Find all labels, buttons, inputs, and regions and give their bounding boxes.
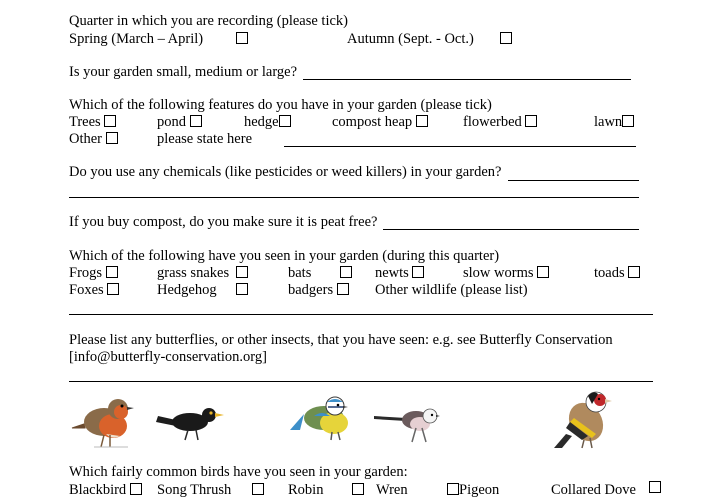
wildlife-slow-worms-checkbox[interactable] [537,266,549,278]
features-question: Which of the following features do you have in your garden (please tick) [69,97,492,113]
wildlife-frogs-label: Frogs [69,265,103,281]
feature-pond-label: pond [157,114,186,130]
bird-blackbird-checkbox[interactable] [130,483,142,495]
feature-trees [69,114,116,131]
bird-pigeon-label: Pigeon [459,482,500,498]
wildlife-toads-checkbox[interactable] [628,266,640,278]
wildlife-grass-snakes-label: grass snakes [157,265,230,281]
quarter-spring-checkbox[interactable] [236,31,248,48]
feature-hedge-checkbox[interactable] [279,115,291,127]
chemicals-question: Do you use any chemicals (like pesticides or weed killers) in your garden? [69,164,502,180]
long-tailed-tit-illustration [372,400,452,444]
chemicals-answer-line-1[interactable] [508,180,639,181]
quarter-autumn-checkbox[interactable] [500,31,512,48]
feature-compost-label: compost heap [332,114,413,130]
goldfinch-illustration [552,388,624,452]
wildlife-newts-checkbox[interactable] [412,266,424,278]
garden-size-question: Is your garden small, medium or large? [69,64,298,80]
wildlife-slow-worms-label: slow worms [463,265,534,281]
wildlife-badgers-checkbox[interactable] [337,283,349,295]
feature-compost-checkbox[interactable] [416,115,428,127]
wildlife-bats-label: bats [288,265,312,281]
feature-pond [157,114,202,131]
bird-blackbird [69,482,142,499]
feature-other-label: Other [69,131,103,147]
wildlife-foxes [69,282,119,299]
quarter-prompt: Quarter in which you are recording (please tick) [69,13,349,29]
bird-pigeon-checkbox[interactable] [447,483,459,495]
garden-size-answer-line[interactable] [303,79,631,80]
bird-robin-label: Robin [288,482,324,498]
feature-trees-label: Trees [69,114,101,130]
chemicals-answer-line-2[interactable] [69,197,639,198]
wildlife-foxes-checkbox[interactable] [107,283,119,295]
feature-flowerbed [463,114,537,131]
wildlife-grass-snakes-checkbox[interactable] [236,265,248,282]
bird-song-thrush-label: Song Thrush [157,482,232,498]
wildlife-toads-label: toads [594,265,625,281]
quarter-autumn-label: Autumn (Sept. - Oct.) [347,31,474,47]
feature-other-answer-line[interactable] [284,146,636,147]
feature-compost [332,114,428,131]
wildlife-hedgehog-label: Hedgehog [157,282,217,298]
bird-collared-dove-label: Collared Dove [551,482,636,498]
bird-blackbird-label: Blackbird [69,482,127,498]
wildlife-foxes-label: Foxes [69,282,104,298]
birds-question: Which fairly common birds have you seen in your garden: [69,464,408,480]
wildlife-badgers [288,282,349,299]
wildlife-newts [375,265,424,282]
wildlife-answer-line[interactable] [69,314,653,315]
feature-other-checkbox[interactable] [106,132,118,144]
feature-flowerbed-label: flowerbed [463,114,522,130]
wildlife-frogs-checkbox[interactable] [106,266,118,278]
feature-pond-checkbox[interactable] [190,115,202,127]
butterflies-answer-line[interactable] [69,381,653,382]
quarter-spring-label: Spring (March – April) [69,31,204,47]
feature-lawn [594,114,634,131]
bird-pigeon [447,482,499,499]
wildlife-bats-checkbox[interactable] [340,265,352,282]
feature-state-here-label: please state here [157,131,253,147]
wildlife-toads [594,265,640,282]
wildlife-frogs [69,265,118,282]
bird-wren-label: Wren [376,482,408,498]
wildlife-badgers-label: badgers [288,282,334,298]
butterfly-conservation-email: [info@butterfly-conservation.org] [69,349,267,365]
feature-hedge-label: hedge [244,114,279,130]
compost-answer-line[interactable] [383,229,639,230]
compost-question: If you buy compost, do you make sure it is peat free? [69,214,378,230]
feature-other [69,131,118,148]
wildlife-question: Which of the following have you seen in your garden (during this quarter) [69,248,500,264]
bird-song-thrush-checkbox[interactable] [252,482,264,499]
blue-tit-illustration [288,394,358,442]
blackbird-illustration [154,400,226,442]
feature-flowerbed-checkbox[interactable] [525,115,537,127]
wildlife-slow-worms [463,265,549,282]
wildlife-hedgehog-checkbox[interactable] [236,282,248,299]
feature-lawn-checkbox[interactable] [622,115,634,127]
butterflies-prompt: Please list any butterflies, or other insects, that you have seen: e.g. see Butterfly Conservation [69,332,613,348]
robin-illustration [70,394,142,450]
feature-lawn-label: lawn [594,114,623,130]
feature-hedge [244,114,291,131]
feature-trees-checkbox[interactable] [104,115,116,127]
bird-robin-checkbox[interactable] [352,482,364,499]
bird-collared-dove-checkbox[interactable] [649,480,661,497]
wildlife-other-label: Other wildlife (please list) [375,282,528,298]
wildlife-newts-label: newts [375,265,409,281]
